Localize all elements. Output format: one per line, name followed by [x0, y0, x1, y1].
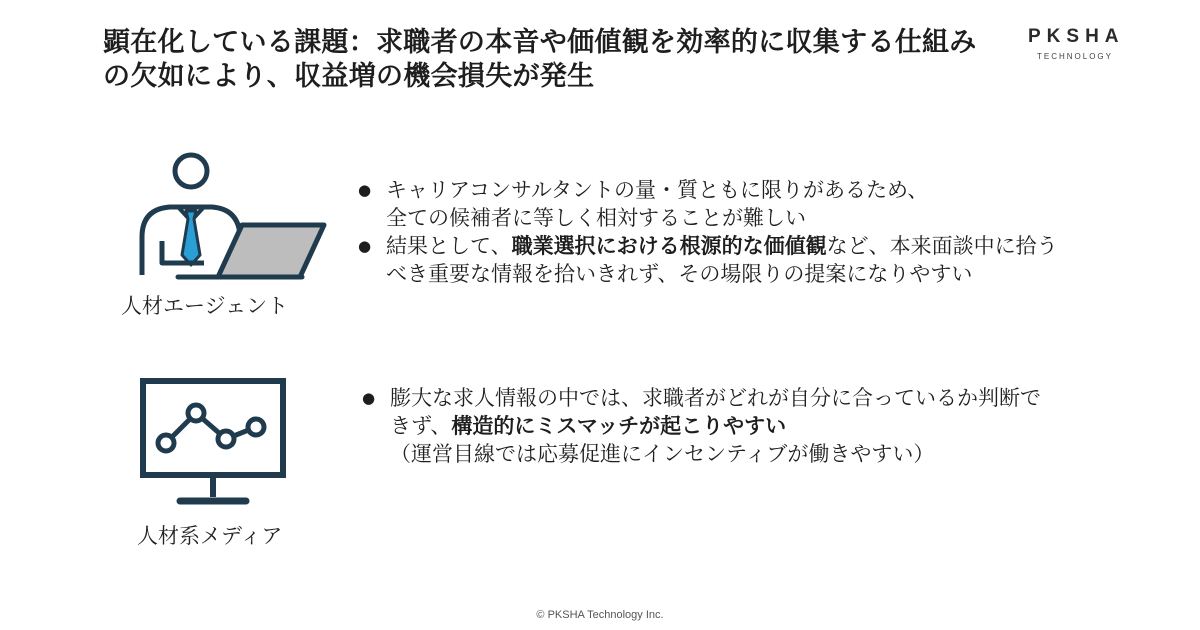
- bullet-text-segment: 結果として、: [386, 234, 512, 258]
- media-bullet: [362, 384, 1041, 468]
- bullet-emphasis: 構造的にミスマッチが起こりやすい: [451, 414, 787, 438]
- copyright-footer: © PKSHA Technology Inc.: [536, 609, 664, 621]
- logo-subtext: TECHNOLOGY: [1036, 52, 1113, 61]
- bullet-text-segment: きず、: [390, 414, 452, 438]
- agent-bullet: [358, 176, 1058, 232]
- agent-bullet: [358, 232, 1058, 288]
- company-logo: [1024, 26, 1124, 61]
- bullet-text: ● 膨大な求人情報の中では、求職者がどれが自分に合っているか判断で: [390, 386, 1041, 410]
- media-bullet-list: [362, 384, 1041, 468]
- bullet-emphasis: 職業選択における根源的な価値観: [511, 234, 827, 258]
- slide-title: [103, 26, 1003, 94]
- agent-label: 人材エージェント: [121, 294, 289, 318]
- bullet-text: [386, 232, 1058, 260]
- title-line-1: 顕在化している課題：求職者の本音や価値観を効率的に収集する仕組み: [103, 27, 977, 58]
- bullet-text: ● キャリアコンサルタントの量・質ともに限りがあるため、: [386, 178, 929, 202]
- bullet-text: べき重要な情報を拾いきれず、その場限りの提案になりやすい: [386, 262, 973, 286]
- bullet-text: 全ての候補者に等しく相対することが難しい: [386, 206, 806, 230]
- bullet-text: [390, 412, 1041, 440]
- logo-wordmark: PKSHA: [1028, 26, 1125, 47]
- person-with-laptop-icon: [134, 145, 334, 285]
- title-line-2: の欠如により、収益増の機会損失が発生: [103, 61, 595, 92]
- monitor-line-chart-icon: [138, 377, 288, 509]
- bullet-text: （運営目線では応募促進にインセンティブが働きやすい）: [390, 442, 935, 466]
- bullet-text-segment: など、本来面談中に拾う: [826, 234, 1058, 258]
- media-label: 人材系メディア: [137, 524, 283, 548]
- agent-bullet-list: [358, 176, 1058, 288]
